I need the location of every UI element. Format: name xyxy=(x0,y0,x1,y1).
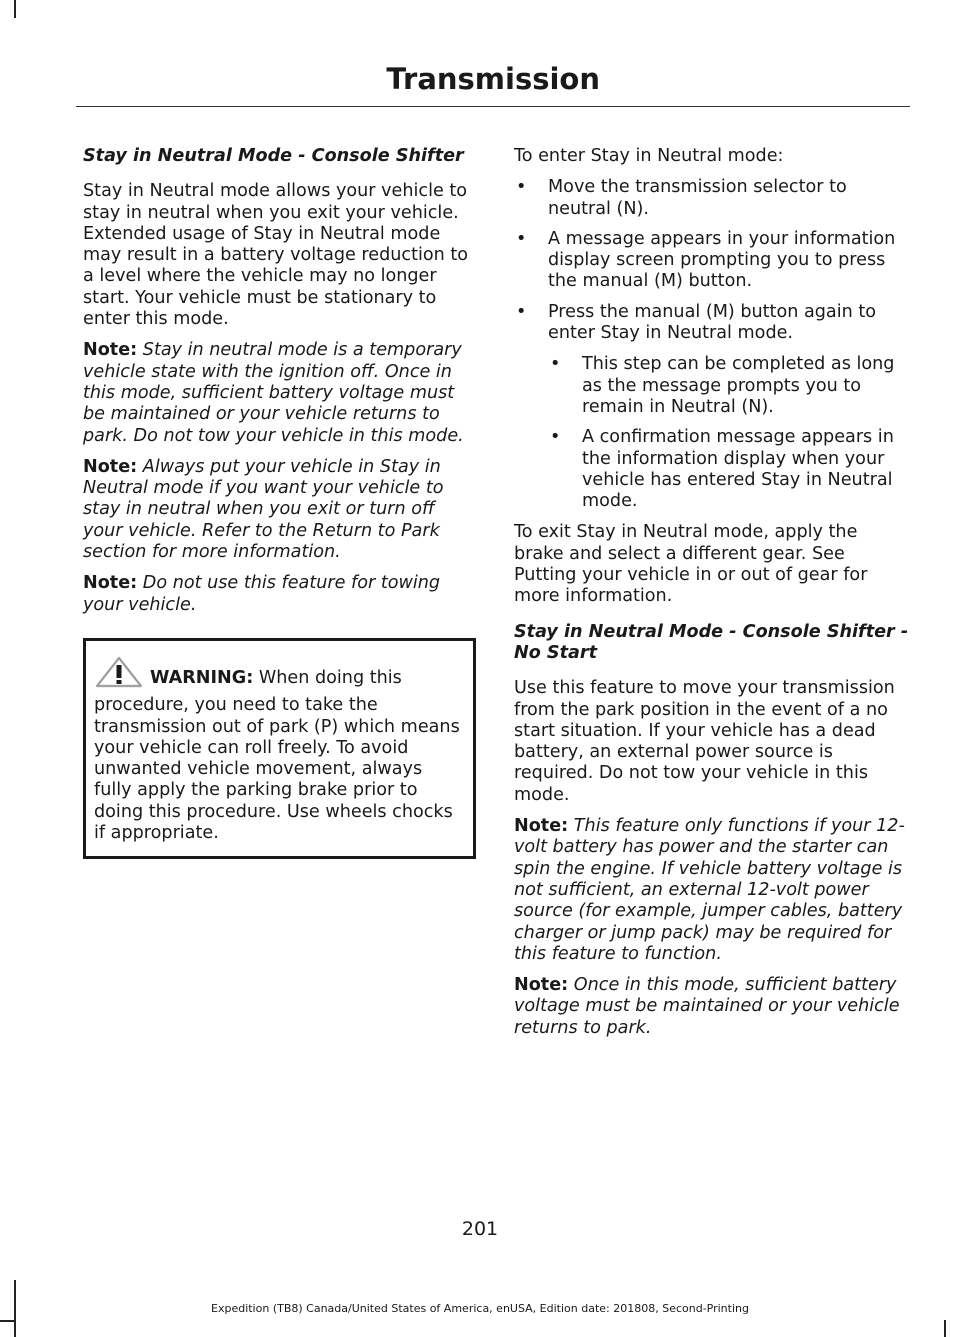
section-heading-2: Stay in Neutral Mode - Console Shifter - No Start xyxy=(514,621,909,663)
warning-label: WARNING: xyxy=(150,667,254,688)
note-1 xyxy=(83,340,476,446)
no-start-paragraph: Use this feature to move your transmission from the park position in the event of a no start situation. If your vehicle has a dead battery, an external power source is required. Do not tow your vehicle in this mode. xyxy=(514,678,895,805)
list-item: • This step can be completed as long as the message prompts you to remain in Neutral (N). xyxy=(548,354,910,418)
header-divider xyxy=(76,106,910,107)
note-text: Always put your vehicle in Stay in Neutral mode if you want your vehicle to stay in neutral when you exit or turn off your vehicle. Refer to the Return to Park section for more information. xyxy=(83,456,444,563)
substeps-list xyxy=(548,354,910,512)
section-heading: Stay in Neutral Mode - Console Shifter xyxy=(83,146,464,166)
steps-list xyxy=(514,177,910,344)
note-text: Once in this mode, sufficient battery voltage must be maintained or your vehicle returns to park. xyxy=(514,975,900,1038)
note-text: Stay in neutral mode is a temporary vehicle state with the ignition off. Once in this mode, sufficient battery voltage must be maintained or your vehicle returns to park. Do not tow your vehicle in this mode. xyxy=(83,340,464,446)
note-2 xyxy=(83,457,476,563)
warning-text: When doing this procedure, you need to take the transmission out of park (P) which means your vehicle can roll freely. To avoid unwanted vehicle movement, always fully apply the parking brake prior to doing this procedure. Use wheels chocks if appropriate. xyxy=(94,667,460,844)
note-5 xyxy=(514,975,910,1039)
list-item: • A confirmation message appears in the information display when your vehicle has entered Stay in Neutral mode. xyxy=(548,427,910,512)
enter-intro: To enter Stay in Neutral mode: xyxy=(514,146,784,166)
list-item: • Press the manual (M) button again to enter Stay in Neutral mode. xyxy=(514,302,910,345)
left-column xyxy=(83,146,476,859)
crop-mark-bottom-right xyxy=(944,1320,946,1337)
note-3 xyxy=(83,573,476,616)
note-label: Note: xyxy=(83,456,138,477)
note-text: This feature only functions if your 12-volt battery has power and the starter can spin the engine. If vehicle battery voltage is not sufficient, an external 12-volt power source (for example, jumper cables, battery charger or jump pack) may be required for this feature to function. xyxy=(514,816,905,964)
list-item: • Move the transmission selector to neutral (N). xyxy=(514,177,910,220)
page-title: Transmission xyxy=(386,62,600,96)
note-text: Do not use this feature for towing your vehicle. xyxy=(83,573,441,615)
note-label: Note: xyxy=(514,816,569,837)
warning-triangle-icon xyxy=(94,655,144,695)
warning-box xyxy=(83,638,476,859)
note-4 xyxy=(514,816,910,965)
crop-mark-bottom-left-h xyxy=(0,1320,16,1322)
note-label: Note: xyxy=(514,975,569,996)
note-label: Note: xyxy=(83,340,138,361)
note-label: Note: xyxy=(83,573,138,594)
list-item: • A message appears in your information display screen prompting you to press the manual (M) button. xyxy=(514,229,910,293)
crop-mark-top-left xyxy=(14,0,16,18)
exit-paragraph: To exit Stay in Neutral mode, apply the brake and select a different gear. See Putting your vehicle in or out of gear for more information. xyxy=(514,522,868,607)
page-number: 201 xyxy=(461,1218,499,1240)
edition-footer: Expedition (TB8) Canada/United States of America, enUSA, Edition date: 201808, Second-Printing xyxy=(211,1302,749,1315)
intro-paragraph: Stay in Neutral mode allows your vehicle to stay in neutral when you exit your vehicle. Extended usage of Stay in Neutral mode may result in a battery voltage reduction to a level where the vehicle may no longer start. Your vehicle must be stationary to enter this mode. xyxy=(83,181,469,330)
right-column xyxy=(514,146,910,1049)
